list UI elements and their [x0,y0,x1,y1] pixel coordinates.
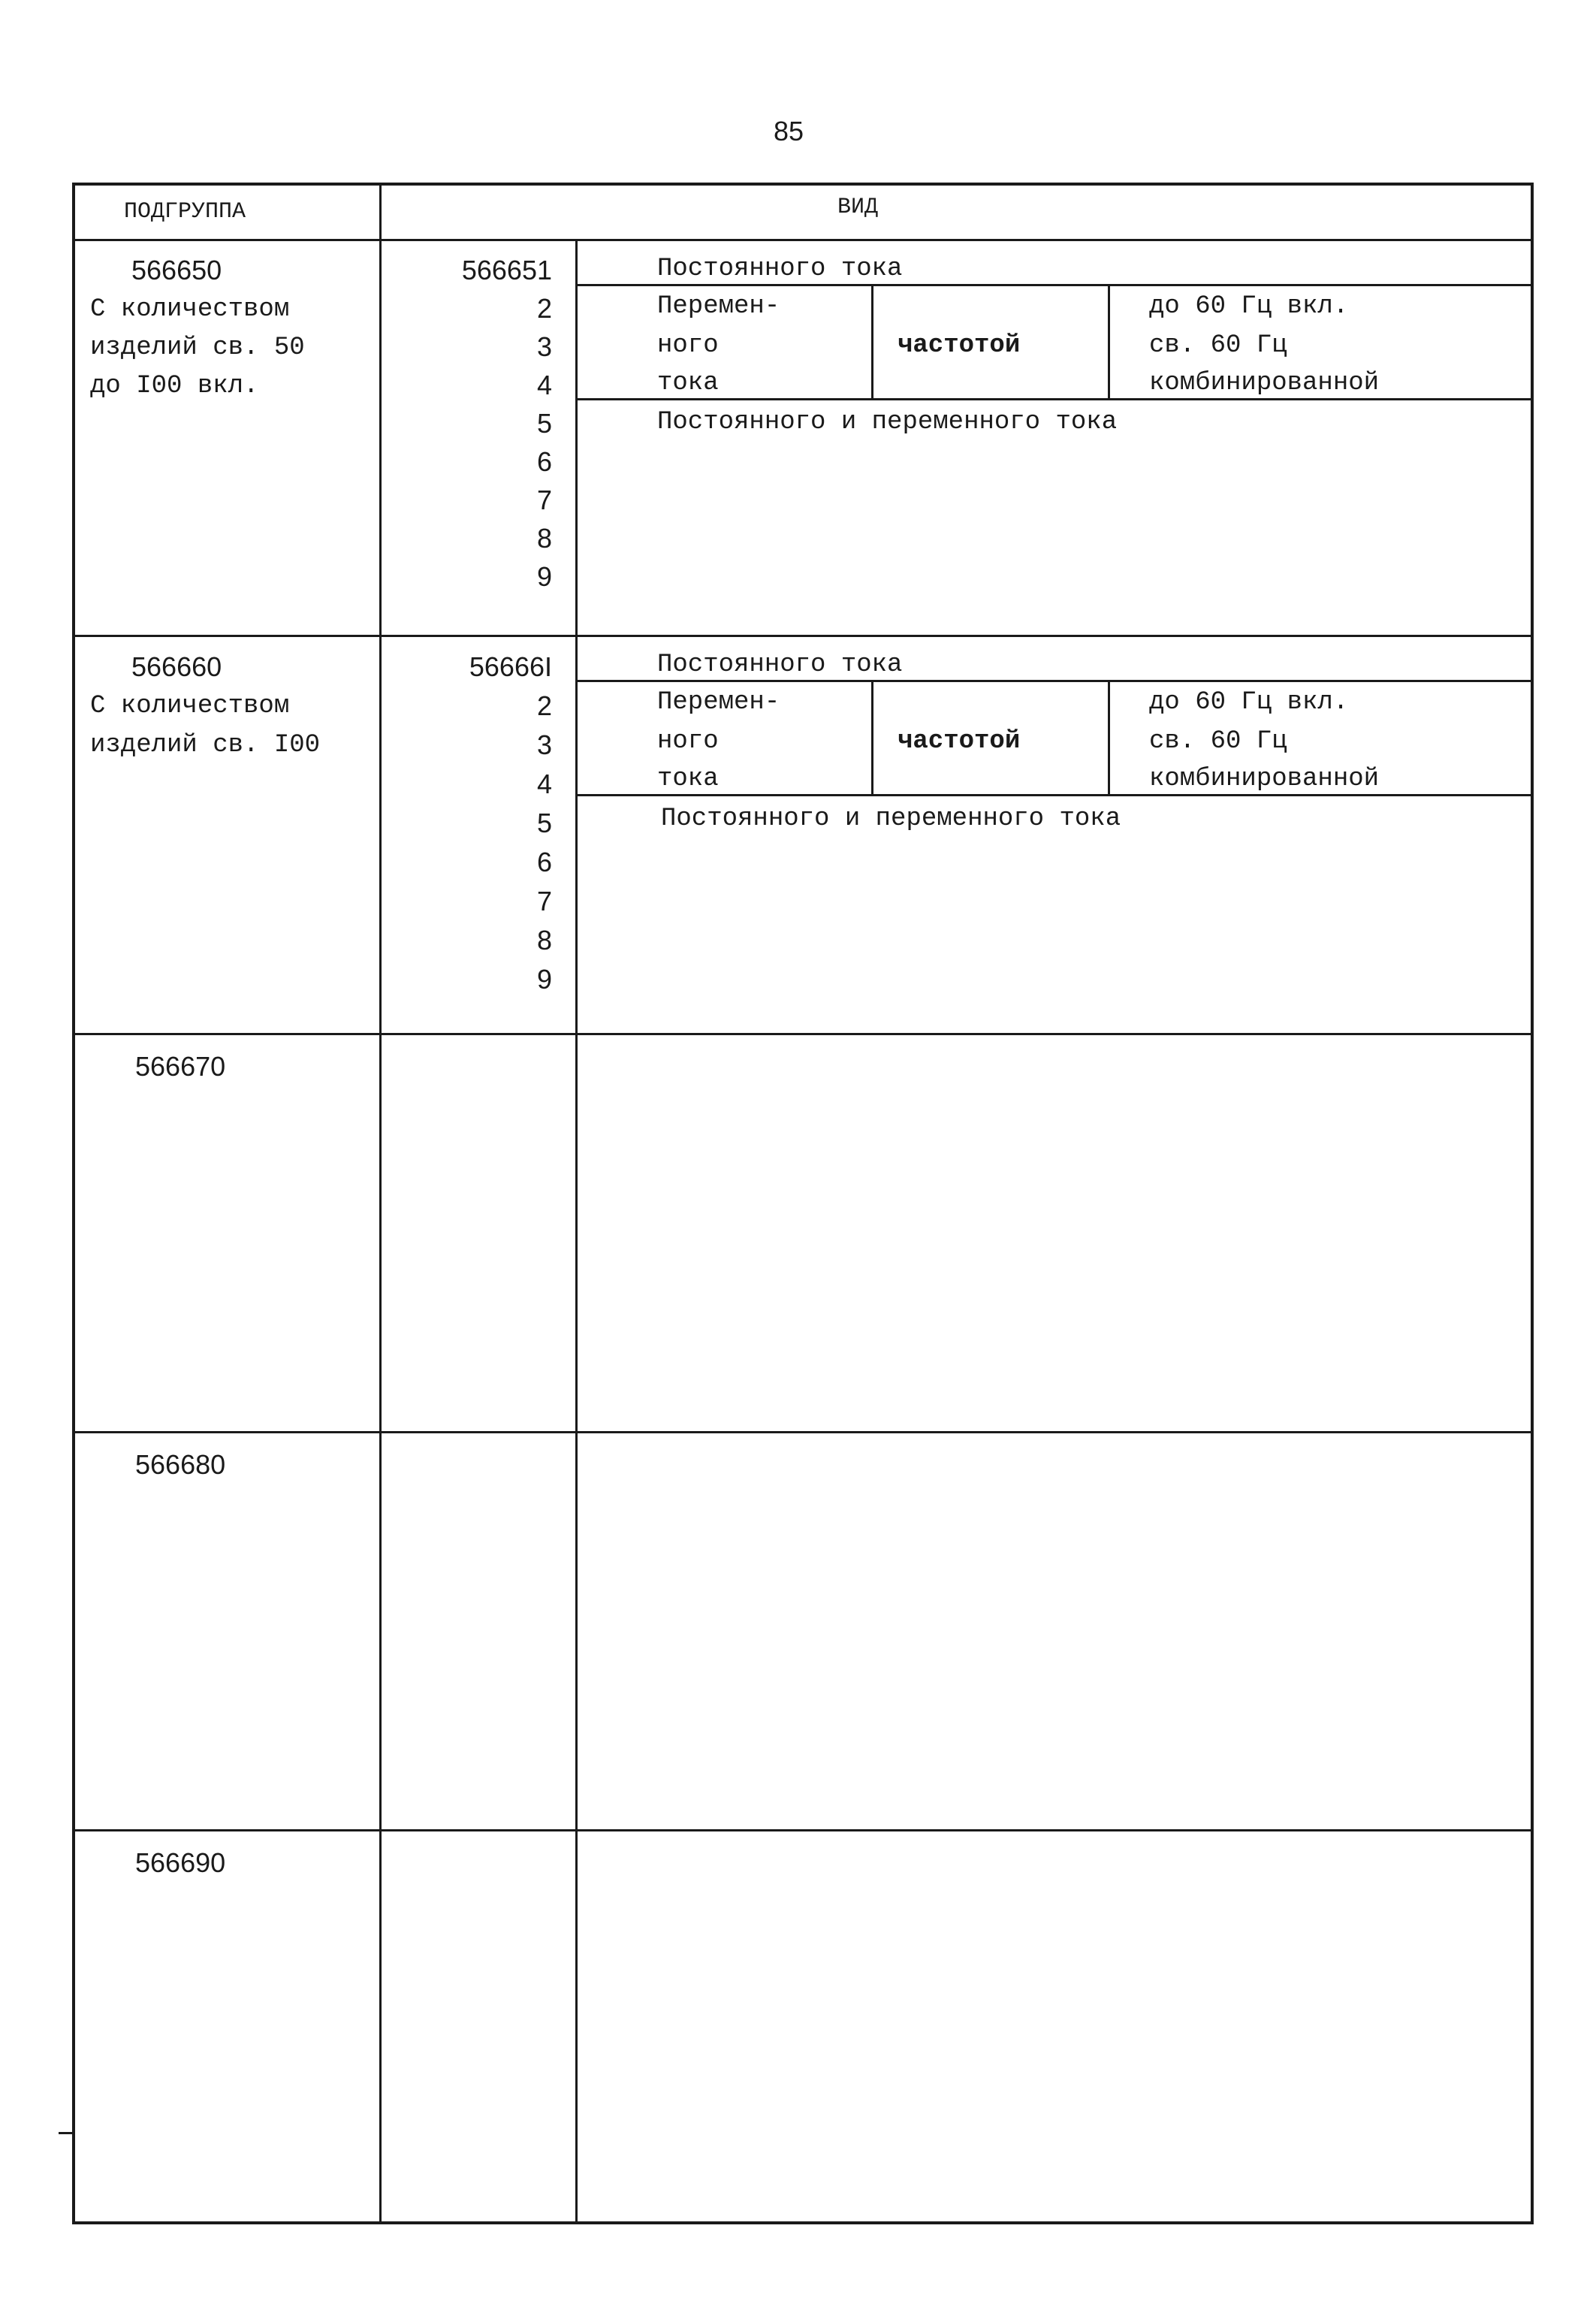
ac-label-line: ного [657,331,719,360]
kind-code: 8 [536,523,552,554]
page-number: 85 [774,116,804,146]
subgroup-code-566690: 566690 [135,1847,226,1878]
kind-code: 8 [536,925,552,956]
frequency-value: св. 60 Гц [1149,727,1287,756]
subgroup-code: 566650 [131,255,222,285]
ac-label-line: Перемен- [657,292,780,321]
header-kind: ВИД [837,195,879,220]
kind-code: 5 [536,408,552,439]
kind-code: 9 [536,561,552,592]
kind-code: 3 [536,331,552,362]
frequency-value: комбинированной [1149,765,1380,793]
dc-label: Постоянного тока [657,255,903,283]
kind-code: 7 [536,485,552,515]
subgroup-desc-line: изделий св. 50 [90,334,305,362]
frequency-value: до 60 Гц вкл. [1149,688,1349,717]
header-subgroup: ПОДГРУППА [124,199,246,225]
kind-code: 6 [536,847,552,877]
frequency-value: комбинированной [1149,369,1380,397]
dc-label: Постоянного тока [657,651,903,679]
kind-code: 566651 [461,255,552,285]
frequency-label: частотой [898,331,1021,360]
subgroup-desc-line: до I00 вкл. [90,372,259,400]
ac-label-line: тока [657,369,719,397]
subgroup-desc-line: С количеством [90,692,290,720]
kind-code: 4 [536,768,552,799]
margin-mark [59,2132,74,2134]
kind-code: 6 [536,446,552,477]
ac-label-line: Перемен- [657,688,780,717]
kind-code: 2 [536,293,552,324]
frequency-label: частотой [898,727,1021,756]
dc-and-ac-label: Постоянного и переменного тока [657,408,1118,436]
subgroup-code: 566660 [131,651,222,682]
ac-label-line: ного [657,727,719,756]
frequency-value: до 60 Гц вкл. [1149,292,1349,321]
kind-code: 4 [536,370,552,400]
kind-code: 5 [536,808,552,838]
subgroup-code-566680: 566680 [135,1449,226,1480]
subgroup-code-566670: 566670 [135,1051,226,1082]
kind-code: 3 [536,729,552,760]
ac-label-line: тока [657,765,719,793]
dc-and-ac-label: Постоянного и переменного тока [661,805,1121,833]
subgroup-desc-line: С количеством [90,295,290,324]
kind-code: 7 [536,886,552,916]
kind-code: 2 [536,690,552,721]
kind-code: 9 [536,964,552,995]
subgroup-desc-line: изделий св. I00 [90,731,321,759]
kind-code: 56666I [469,651,552,682]
frequency-value: св. 60 Гц [1149,331,1287,360]
